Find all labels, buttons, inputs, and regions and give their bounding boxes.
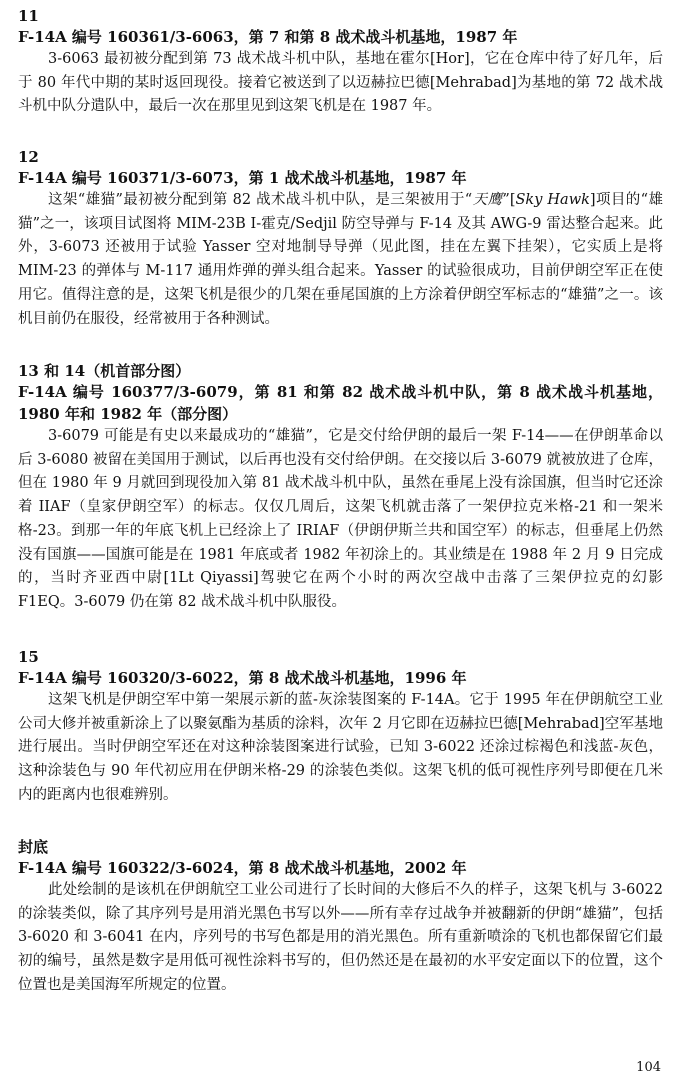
section-number: 11 — [18, 7, 39, 25]
section-number: 12 — [18, 148, 39, 166]
caption-section-11 — [18, 6, 663, 119]
caption-section-back-cover — [18, 837, 663, 998]
section-number: 封底 — [18, 838, 49, 856]
section-body — [18, 189, 663, 331]
body-italic-zh: 天鹰 — [472, 192, 503, 208]
section-number: 15 — [18, 648, 39, 666]
caption-section-13-14 — [18, 361, 663, 615]
caption-section-15 — [18, 647, 663, 808]
body-text: 这架“雄猫”最初被分配到第 82 战术战斗机中队，是三架被用于“ — [48, 192, 473, 208]
page-number: 104 — [636, 1060, 661, 1075]
section-body: 3-6079 可能是有史以来最成功的“雄猫”，它是交付给伊朗的最后一架 F-14——在伊朗革命以后 3-6080 被留在美国用于测试，以后再也没有交付给伊朗。在交接以后 3-6079 就被放进了仓库，但在 1980 年 9 月就回到现役加入第 81 战术战斗机中队，虽然在垂尾上没有涂国旗，但当时它还涂着 IIAF（皇家伊朗空军）的标志。仅仅几周后，这架飞机就击落了一架伊拉克米格-21 和一架米格-23。到那一年的年底飞机上已经涂上了 IRIAF（伊朗伊斯兰共和国空军）的标志，但垂尾上仍然没有国旗——国旗可能是在 1981 年底或者 1982 年初涂上的。其业绩是在 1988 年 2 月 9 日完成的，当时齐亚西中尉[1Lt Qiyassi]驾驶它在两个小时的两次空战中击落了三架伊拉克的幻影 F1EQ。3-6079 仍在第 82 战术战斗机中队服役。 — [18, 428, 663, 610]
section-heading: F-14A 编号 160322/3-6024，第 8 战术战斗机基地，2002 年 — [18, 859, 467, 877]
body-italic-en: Sky Hawk — [515, 192, 590, 208]
section-heading: F-14A 编号 160371/3-6073，第 1 战术战斗机基地，1987 年 — [18, 169, 467, 187]
section-heading: F-14A 编号 160320/3-6022，第 8 战术战斗机基地，1996 年 — [18, 669, 467, 687]
section-body: 这架飞机是伊朗空军中第一架展示新的蓝-灰涂装图案的 F-14A。它于 1995 年在伊朗航空工业公司大修并被重新涂上了以聚氨酯为基质的涂料，次年 2 月它即在迈赫拉巴德[Mehrabad]空军基地进行展出。当时伊朗空军还在对这种涂装图案进行试验，已知 3-6022 还涂过棕褐色和浅蓝-灰色，这种涂装色与 90 年代初应用在伊朗米格-29 的涂装色类似。这架飞机的低可视性序列号即便在几米内的距离内也很难辨别。 — [18, 692, 663, 803]
section-heading: F-14A 编号 160361/3-6063，第 7 和第 8 战术战斗机基地，1987 年 — [18, 28, 518, 46]
section-body: 此处绘制的是该机在伊朗航空工业公司进行了长时间的大修后不久的样子，这架飞机与 3-6022 的涂装类似，除了其序列号是用消光黑色书写以外——所有幸存过战争并被翻新的伊朗“雄猫”，包括 3-6020 和 3-6041 在内，序列号的书写色都是用的消光黑色。所有重新喷涂的飞机也都保留它们最初的编号，虽然是数字是用低可视性涂料书写的，但仍然还是在最初的水平安定面以下的位置，这个位置也是美国海军所规定的位置。 — [18, 882, 663, 993]
section-heading: F-14A 编号 160377/3-6079，第 81 和第 82 战术战斗机中队，第 8 战术战斗机基地，1980 年和 1982 年（部分图） — [18, 383, 663, 423]
section-number: 13 和 14（机首部分图） — [18, 362, 191, 380]
section-body: 3-6063 最初被分配到第 73 战术战斗机中队，基地在霍尔[Hor]，它在仓库中待了好几年，后于 80 年代中期的某时返回现役。接着它被送到了以迈赫拉巴德[Mehrabad]为基地的第 72 战术战斗机中队分遣队中，最后一次在那里见到这架飞机是在 1987 年。 — [18, 51, 663, 115]
caption-section-12 — [18, 147, 663, 331]
body-text: ”[ — [502, 192, 516, 208]
body-text: ]项目的“雄猫”之一，该项目试图将 MIM-23B I-霍克/Sedjil 防空导弹与 F-14 及其 AWG-9 雷达整合起来。此外，3-6073 还被用于试验 Yasser 空对地制导导弹（见此图，挂在左翼下挂架），它实质上是将 MIM-23 的弹体与 M-117 通用炸弹的弹头组合起来。Yasser 的试验很成功，目前伊朗空军正在使用它。值得注意的是，这架飞机是很少的几架在垂尾国旗的上方涂着伊朗空军标志的“雄猫”之一。该机目前仍在服役，经常被用于各种测试。 — [18, 192, 664, 327]
